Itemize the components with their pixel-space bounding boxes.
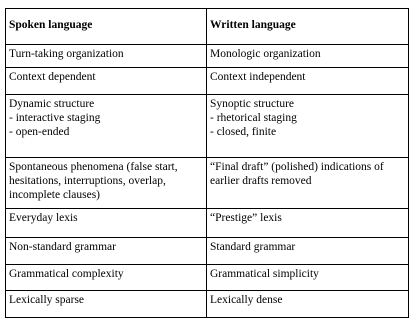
list-item: - open-ended: [9, 126, 70, 138]
list-item: - rhetorical staging: [210, 112, 297, 124]
cell-spoken: Lexically sparse: [6, 291, 207, 318]
cell-written: Lexically dense: [207, 291, 409, 318]
cell-written: Context independent: [207, 68, 409, 95]
written-sub-list: [210, 111, 405, 139]
table-header-row: [6, 9, 409, 45]
cell-written: “Prestige” lexis: [207, 209, 409, 238]
cell-written: “Final draft” (polished) indications of earlier drafts removed: [207, 158, 409, 209]
cell-spoken: Context dependent: [6, 68, 207, 95]
cell-spoken: Spontaneous phenomena (false start, hesitations, interruptions, overlap, incomplete clauses): [6, 158, 207, 209]
table-row: [6, 68, 409, 95]
cell-spoken-heading: Dynamic structure: [9, 98, 95, 110]
cell-spoken: [6, 95, 207, 158]
header-spoken: Spoken language: [6, 9, 207, 45]
list-item: - closed, finite: [210, 126, 277, 138]
table-row: [6, 45, 409, 68]
table-row: [6, 158, 409, 209]
spoken-sub-list: [9, 111, 203, 139]
cell-written: Grammatical simplicity: [207, 265, 409, 291]
table-row: [6, 238, 409, 265]
list-item: - interactive staging: [9, 112, 101, 124]
spoken-vs-written-table: [5, 8, 409, 318]
cell-written-heading: Synoptic structure: [210, 98, 294, 110]
cell-written: Monologic organization: [207, 45, 409, 68]
cell-spoken: Turn-taking organization: [6, 45, 207, 68]
cell-spoken: Non-standard grammar: [6, 238, 207, 265]
cell-written: [207, 95, 409, 158]
cell-spoken: Grammatical complexity: [6, 265, 207, 291]
header-written: Written language: [207, 9, 409, 45]
table-row: [6, 291, 409, 318]
cell-spoken: Everyday lexis: [6, 209, 207, 238]
table-row: [6, 95, 409, 158]
table-row: [6, 209, 409, 238]
cell-written: Standard grammar: [207, 238, 409, 265]
table-row: [6, 265, 409, 291]
